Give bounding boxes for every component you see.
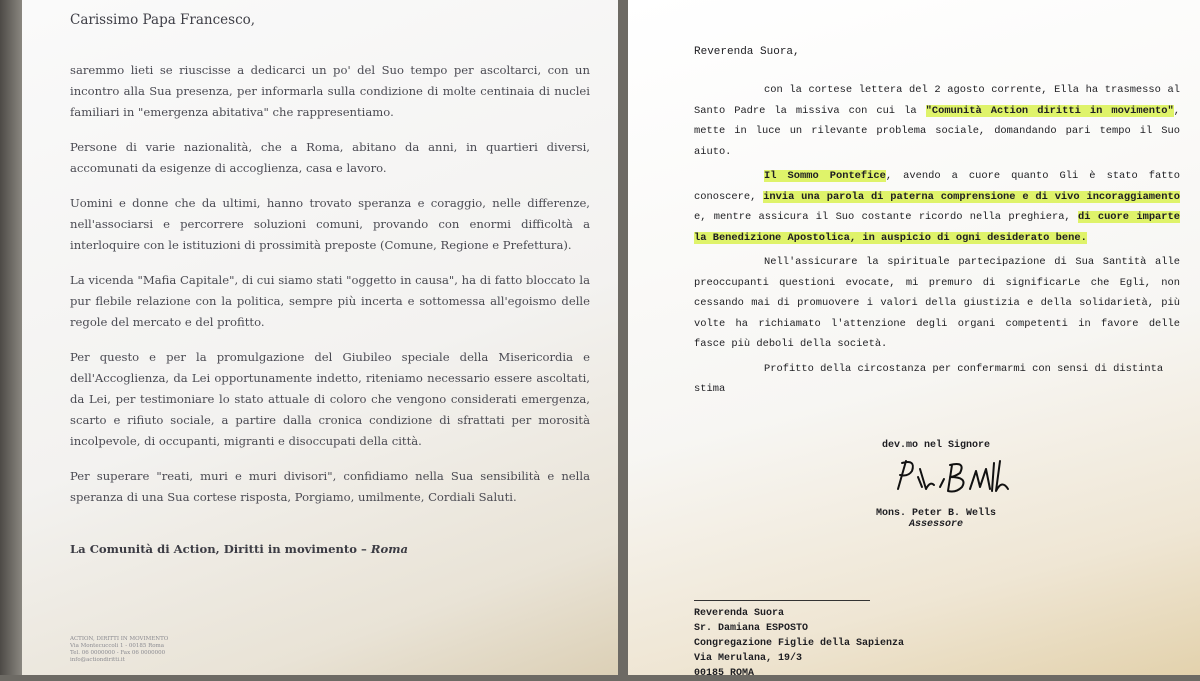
address-line: Via Merulana, 19/3 [694,653,803,664]
p2-text-b: e, mentre assicura il Suo costante ricordo nella preghiera, [694,211,1071,223]
footer-line: info@actiondiritti.it [70,657,125,663]
p1-text-b: , mette in luce un rilevante problema sociale, domandando pari tempo il Suo aiuto. [694,104,1180,158]
page-edge-shadow [0,0,22,675]
left-letter [22,0,618,675]
left-salutation: Carissimo Papa Francesco, [70,12,256,28]
footer-line: Tel. 06 0000000 - Fax 06 0000000 [70,650,166,656]
left-signature-text: La Comunità di Action, Diritti in movimento – [70,542,367,556]
left-paragraph: saremmo lieti se riuscisse a dedicarci un po' del Suo tempo per ascoltarci, con un incontro alla Sua presenza, per informarla sulla condizione di molte centinaia di nuclei familiari in "emergenza abitativa" che rappresentiamo. [70,63,590,119]
highlight-encouragement: invia una parola di paterna comprensione e di vivo incoraggiamento [763,190,1180,203]
address-line: Sr. Damiana ESPOSTO [694,623,809,634]
right-paragraph-2 [694,166,1180,248]
footer-line: ACTION, DIRITTI IN MOVIMENTO [70,636,169,642]
right-greeting: Reverenda Suora, [694,46,800,58]
p2-text-a: , avendo a cuore quanto Gli è stato fatto conoscere, [694,170,1180,203]
left-paragraph: Per superare "reati, muri e muri divisori", confidiamo nella Sua sensibilità e nella speranza di una Sua cortese risposta, Porgiamo, umilmente, Cordiali Saluti. [70,469,590,504]
left-signature-city: Roma [370,542,409,556]
highlight-blessing: di cuore imparte la Benedizione Apostolica, in auspicio di ogni desiderato bene. [694,211,1180,244]
right-paragraph-3 [694,252,1180,355]
left-footer [70,636,190,664]
highlight-community-name: "Comunità Action diritti in movimento" [925,104,1174,117]
p4-text: Profitto della circostanza per confermarmi con sensi di distinta stima [694,362,1164,395]
address-line: Congregazione Figlie della Sapienza [694,638,905,649]
footer-line: Via Montecuccoli 1 - 00185 Roma [70,643,165,649]
highlight-pontiff: Il Sommo Pontefice [764,170,886,182]
right-paragraph-4 [694,359,1180,399]
right-paragraph-1 [694,80,1180,162]
right-letter [628,0,1200,675]
address-divider [694,600,870,601]
closing-formula: dev.mo nel Signore [881,440,991,451]
right-signature-block [836,440,1036,530]
left-paragraph: Per questo e per la promulgazione del Giubileo speciale della Misericordia e dell'Accoglienza, da Lei opportunamente indetto, riteniamo necessario essere ascoltati, da Lei, per testimoniare lo stato attuale di coloro che vengono considerati emergenza, scarto e rifiuto sociale, a partire dalla cronica condizione di sfrattati per morosità incolpevole, di occupanti, migranti e disoccupati della città. [70,350,590,448]
handwritten-signature [836,451,1036,503]
left-signature [70,542,590,556]
signatory-name: Mons. Peter B. Wells [875,508,997,519]
address-line: Reverenda Suora [694,608,785,619]
left-paragraph: Persone di varie nazionalità, che a Roma, abitano da anni, in quartieri diversi, accomunati da esigenze di accoglienza, casa e lavoro. [70,140,590,175]
left-paragraph: La vicenda "Mafia Capitale", di cui siamo stati "oggetto in causa", ha di fatto bloccato la pur flebile relazione con la politica, sempre più incerta e sottomessa all'egoismo delle regole del mercato e del profitto. [70,273,590,329]
p3-text: Nell'assicurare la spirituale partecipazione di Sua Santità alle preoccupanti questioni evocate, mi premuro di significarLe che Egli, non cessando mai di promuovere i valori della giustizia e della solidarietà, più volte ha richiamato l'attenzione degli organi competenti in favore delle fasce più deboli della società. [694,256,1180,350]
p1-text-a: con la cortese lettera del 2 agosto corrente, Ella ha trasmesso al Santo Padre la missiva con cui la [694,84,1180,117]
recipient-address [694,606,994,681]
address-line: 00185 ROMA [694,668,755,679]
signatory-role: Assessore [908,519,963,530]
left-paragraph: Uomini e donne che da ultimi, hanno trovato speranza e coraggio, nelle differenze, nell'associarsi e percorrere soluzioni comuni, provando con enormi difficoltà a interloquire con le istituzioni di prossimità preposte (Comune, Regione e Prefettura). [70,196,590,252]
